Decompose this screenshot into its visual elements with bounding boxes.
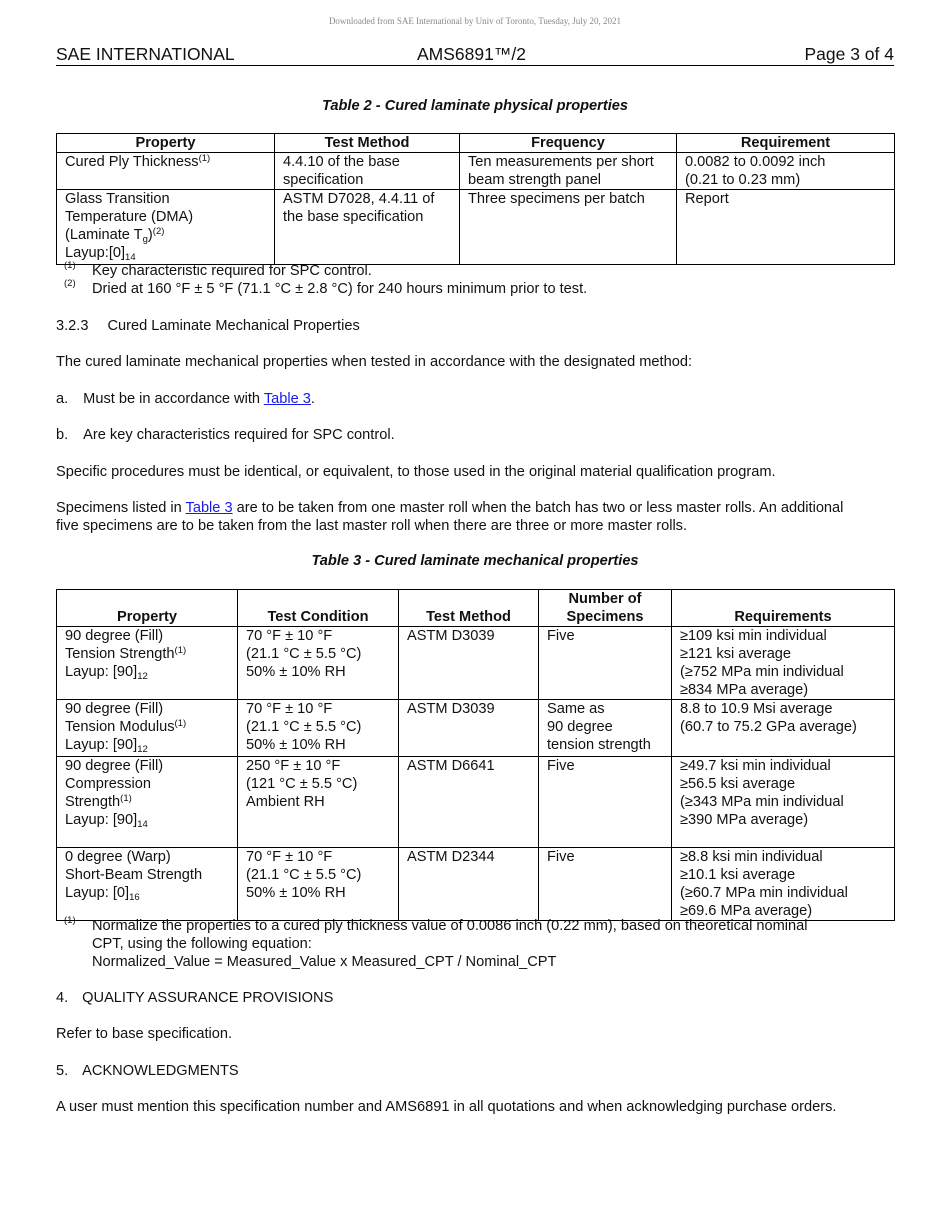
table2-title: Table 2 - Cured laminate physical properties [321, 98, 629, 114]
section-5-heading [56, 1062, 896, 1080]
page-header [56, 44, 894, 66]
table-cell-method [275, 153, 460, 190]
table2-header-row [57, 134, 895, 153]
cell-line: ≥8.8 ksi min individual [680, 849, 823, 865]
footnote-ref: (2) [152, 226, 165, 237]
table-3-link[interactable]: Table 3 [185, 500, 233, 516]
table-cell-count [539, 700, 672, 757]
cell-line: ASTM D7028, 4.4.11 of [283, 191, 435, 207]
table3-footnote [64, 917, 864, 971]
table3-header-row [57, 590, 895, 627]
cell-line: 8.8 to 10.9 Msi average [680, 701, 833, 717]
table-cell-requirement [677, 153, 895, 190]
table-row [57, 153, 895, 190]
paragraph-text: Specimens listed in [56, 500, 186, 516]
header-page-number: Page 3 of 4 [804, 44, 894, 64]
section-4-heading [56, 989, 896, 1007]
property-text: Strength [65, 794, 121, 810]
cell-line: ≥121 ksi average [680, 646, 792, 662]
cell-line: 250 °F ± 10 °F [246, 758, 341, 774]
section-title: Cured Laminate Mechanical Properties [107, 318, 360, 334]
table3-header-test-condition: Test Condition [238, 590, 399, 627]
cell-line: 4.4.10 of the base [283, 154, 400, 170]
table-cell-requirements [672, 848, 895, 921]
cell-line: the base specification [283, 209, 424, 225]
cell-line: 90 degree [547, 719, 613, 735]
cell-line: 50% ± 10% RH [246, 664, 346, 680]
subscript: 14 [137, 819, 148, 830]
table-cell-requirements [672, 700, 895, 757]
table-cell-method: ASTM D3039 [399, 627, 539, 700]
specimens-paragraph [56, 499, 896, 535]
cell-line: Ambient RH [246, 794, 325, 810]
cell-line: (≥60.7 MPa min individual [680, 885, 848, 901]
footnote-mark: (2) [64, 278, 76, 289]
table-cell-frequency [460, 190, 677, 265]
cell-line: beam strength panel [468, 172, 602, 188]
cell-line: ≥390 MPa average) [680, 812, 809, 828]
cell-line: 90 degree (Fill) [65, 758, 164, 774]
footnote-mark: (1) [64, 260, 76, 271]
table2-footnote-1 [64, 262, 864, 280]
cell-line: ≥56.5 ksi average [680, 776, 796, 792]
table-cell-requirements [672, 627, 895, 700]
table-cell-method: ASTM D3039 [399, 700, 539, 757]
table2-header-property: Property [57, 134, 275, 153]
table3 [56, 589, 895, 921]
table3-header-property: Property [57, 590, 238, 627]
footnote-ref: (1) [174, 645, 187, 656]
table-cell-property [57, 153, 275, 190]
cell-line: Three specimens per batch [468, 191, 645, 207]
section-3-2-3-intro: The cured laminate mechanical properties when tested in accordance with the designated method: [56, 354, 693, 370]
table-cell-condition [238, 627, 399, 700]
list-item-b [56, 426, 896, 444]
cell-line: (21.1 °C ± 5.5 °C) [246, 646, 362, 662]
cell-line: Temperature (DMA) [65, 209, 194, 225]
table-cell-property [57, 627, 238, 700]
list-label: b. [56, 427, 69, 443]
cell-line: ≥49.7 ksi min individual [680, 758, 831, 774]
table-cell-count [539, 757, 672, 848]
header-document-number: AMS6891™/2 [417, 44, 526, 64]
table-cell-property [57, 190, 275, 265]
table-row [57, 848, 895, 921]
cell-line: Five [547, 628, 575, 644]
cell-line: 90 degree (Fill) [65, 628, 164, 644]
header-organization: SAE INTERNATIONAL [56, 44, 235, 64]
table-cell-condition [238, 700, 399, 757]
property-text: Layup: [0] [65, 885, 130, 901]
cell-line: Glass Transition [65, 191, 170, 207]
cell-line: Short-Beam Strength [65, 867, 203, 883]
section-title: QUALITY ASSURANCE PROVISIONS [82, 990, 334, 1006]
cell-line: specification [283, 172, 364, 188]
table-cell-count [539, 848, 672, 921]
header-line: Specimens [566, 609, 644, 625]
cell-line: 50% ± 10% RH [246, 885, 346, 901]
table-cell-method [275, 190, 460, 265]
property-text: Layup: [90] [65, 664, 138, 680]
table-cell-requirement [677, 190, 895, 265]
property-text: (Laminate T [65, 227, 143, 243]
table-row [57, 190, 895, 265]
paragraph-text: five specimens are to be taken from the last master roll when there are three or more master rolls. [56, 518, 688, 534]
table-row [57, 757, 895, 848]
table-row [57, 700, 895, 757]
table-cell-condition [238, 848, 399, 921]
table3-header-number-of-specimens [539, 590, 672, 627]
section-3-2-3-heading [56, 317, 896, 335]
footnote-line: CPT, using the following equation: [92, 936, 312, 952]
cell-line: Compression [65, 776, 151, 792]
property-text: Layup: [90] [65, 812, 138, 828]
property-text: Layup: [90] [65, 737, 138, 753]
list-text-end: . [310, 391, 315, 407]
table3-header-requirements: Requirements [672, 590, 895, 627]
cell-line: 90 degree (Fill) [65, 701, 164, 717]
subscript: 12 [137, 744, 148, 755]
cell-line: Ten measurements per short [468, 154, 654, 170]
property-text: ) [147, 227, 153, 243]
table2-footnote-2 [64, 280, 864, 298]
cell-line: tension strength [547, 737, 651, 753]
section-number: 4. [56, 990, 69, 1006]
cell-line: Same as [547, 701, 605, 717]
subscript: g [142, 234, 148, 245]
cell-line: 70 °F ± 10 °F [246, 701, 333, 717]
subscript: 12 [137, 671, 148, 682]
footnote-text: Key characteristic required for SPC control. [92, 263, 372, 279]
footnote-line: Normalize the properties to a cured ply thickness value of 0.0086 inch (0.22 mm), based on theoretical nominal [92, 918, 808, 934]
table-cell-requirements [672, 757, 895, 848]
procedures-paragraph: Specific procedures must be identical, or equivalent, to those used in the original material qualification program. [56, 464, 776, 480]
cell-line: 0 degree (Warp) [65, 849, 171, 865]
table-cell-condition [238, 757, 399, 848]
section-title: ACKNOWLEDGMENTS [82, 1063, 239, 1079]
download-note: Downloaded from SAE International by Univ of Toronto, Tuesday, July 20, 2021 [328, 16, 622, 26]
footnote-text: Dried at 160 °F ± 5 °F (71.1 °C ± 2.8 °C) for 240 hours minimum prior to test. [92, 281, 588, 297]
cell-line: (21.1 °C ± 5.5 °C) [246, 867, 362, 883]
cell-line: Five [547, 849, 575, 865]
table-cell-property [57, 848, 238, 921]
cell-line: 0.0082 to 0.0092 inch [685, 154, 826, 170]
cell-line: 50% ± 10% RH [246, 737, 346, 753]
list-text: Are key characteristics required for SPC control. [83, 427, 395, 443]
table2-header-frequency: Frequency [460, 134, 677, 153]
table-cell-method: ASTM D2344 [399, 848, 539, 921]
cell-line: (60.7 to 75.2 GPa average) [680, 719, 857, 735]
list-text: Must be in accordance with [83, 391, 264, 407]
table-cell-frequency [460, 153, 677, 190]
table2-header-test-method: Test Method [275, 134, 460, 153]
list-item-a [56, 390, 896, 408]
footnote-line: Normalized_Value = Measured_Value x Measured_CPT / Nominal_CPT [92, 954, 557, 970]
table2 [56, 133, 895, 265]
cell-line: (0.21 to 0.23 mm) [685, 172, 801, 188]
section-number: 5. [56, 1063, 69, 1079]
table2-header-requirement: Requirement [677, 134, 895, 153]
property-text: Layup:[0] [65, 245, 126, 261]
paragraph-text: are to be taken from one master roll when the batch has two or less master rolls. An additional [232, 500, 844, 516]
cell-line: Report [685, 191, 729, 207]
cell-line: Five [547, 758, 575, 774]
table3-header-test-method: Test Method [399, 590, 539, 627]
table-cell-method: ASTM D6641 [399, 757, 539, 848]
section-5-text: A user must mention this specification number and AMS6891 in all quotations and when acknowledging purchase orders. [56, 1099, 837, 1115]
table-cell-count [539, 627, 672, 700]
property-text: Tension Modulus [65, 719, 175, 735]
cell-line: (≥343 MPa min individual [680, 794, 844, 810]
cell-line: (21.1 °C ± 5.5 °C) [246, 719, 362, 735]
table-3-link[interactable]: Table 3 [263, 391, 311, 407]
cell-line: ≥69.6 MPa average) [680, 903, 813, 919]
section-number: 3.2.3 [56, 318, 89, 334]
footnote-mark: (1) [64, 915, 76, 926]
cell-line: ≥109 ksi min individual [680, 628, 827, 644]
cell-line: ≥834 MPa average) [680, 682, 809, 698]
cell-line: 70 °F ± 10 °F [246, 849, 333, 865]
table3-title: Table 3 - Cured laminate mechanical properties [311, 553, 639, 569]
footnote-ref: (1) [120, 793, 132, 804]
subscript: 14 [125, 252, 136, 263]
property-text: Cured Ply Thickness [65, 154, 199, 170]
section-4-text: Refer to base specification. [56, 1026, 233, 1042]
property-text: Tension Strength [65, 646, 175, 662]
footnote-ref: (1) [174, 718, 187, 729]
table-cell-property [57, 700, 238, 757]
list-label: a. [56, 391, 69, 407]
table-cell-property [57, 757, 238, 848]
cell-line: (121 °C ± 5.5 °C) [246, 776, 358, 792]
cell-line: ≥10.1 ksi average [680, 867, 796, 883]
table-row [57, 627, 895, 700]
footnote-ref: (1) [198, 153, 211, 164]
cell-line: 70 °F ± 10 °F [246, 628, 333, 644]
header-line: Number of [568, 591, 642, 607]
subscript: 16 [129, 892, 140, 903]
cell-line: (≥752 MPa min individual [680, 664, 844, 680]
